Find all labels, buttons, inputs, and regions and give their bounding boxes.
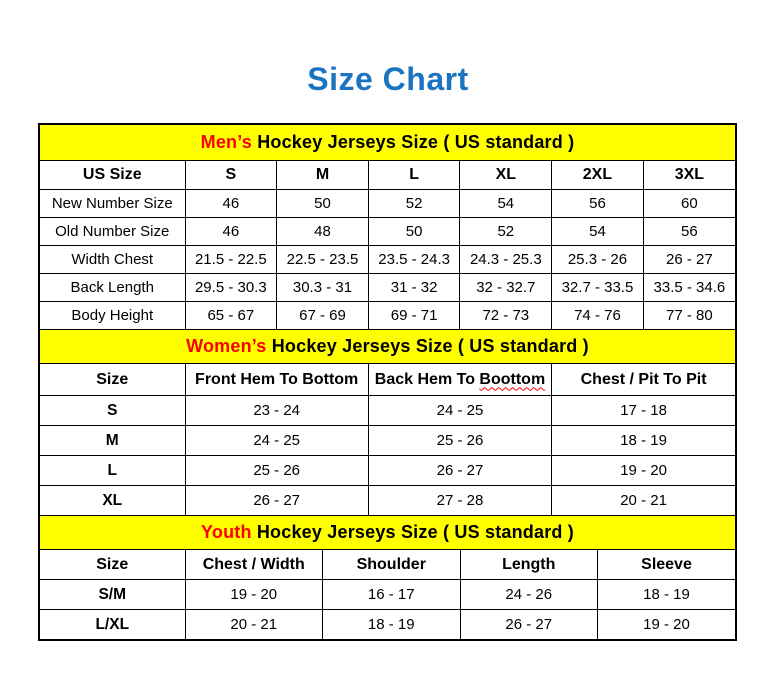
size-value: 19 - 20: [552, 456, 735, 486]
table-row: [40, 456, 735, 486]
column-header: L: [368, 161, 460, 190]
size-value: 22.5 - 23.5: [277, 246, 369, 274]
row-label: Old Number Size: [40, 218, 185, 246]
youth-table: [40, 550, 735, 639]
size-value: 18 - 19: [552, 426, 735, 456]
size-value: 17 - 18: [552, 396, 735, 426]
size-value: 65 - 67: [185, 302, 277, 330]
column-header: XL: [460, 161, 552, 190]
size-value: 33.5 - 34.6: [643, 274, 735, 302]
column-header: Shoulder: [323, 550, 461, 580]
size-value: 25.3 - 26: [552, 246, 644, 274]
column-header: 2XL: [552, 161, 644, 190]
column-header-prefix: Back Hem To: [374, 370, 480, 388]
band-youth-text: Hockey Jerseys Size ( US standard ): [251, 522, 574, 542]
size-value: 56: [552, 190, 644, 218]
table-row: [40, 218, 735, 246]
band-womens-text: Hockey Jerseys Size ( US standard ): [266, 336, 589, 356]
size-value: 69 - 71: [368, 302, 460, 330]
column-header-misspelled: [368, 364, 551, 396]
size-value: 24.3 - 25.3: [460, 246, 552, 274]
size-value: 24 - 25: [368, 396, 551, 426]
size-value: 27 - 28: [368, 486, 551, 516]
table-row: [40, 426, 735, 456]
size-value: 50: [368, 218, 460, 246]
row-label: New Number Size: [40, 190, 185, 218]
mens-header-row: [40, 161, 735, 190]
size-value: 32 - 32.7: [460, 274, 552, 302]
row-label: Width Chest: [40, 246, 185, 274]
size-value: 29.5 - 30.3: [185, 274, 277, 302]
size-value: 23 - 24: [185, 396, 368, 426]
size-value: 19 - 20: [185, 580, 323, 610]
table-row: [40, 486, 735, 516]
misspelled-word: Boottom: [479, 370, 546, 388]
column-header: US Size: [40, 161, 185, 190]
band-youth: [40, 515, 735, 550]
column-header: Chest / Pit To Pit: [552, 364, 735, 396]
band-youth-highlight: Youth: [201, 522, 252, 542]
row-label: Back Length: [40, 274, 185, 302]
row-label: L: [40, 456, 185, 486]
size-value: 54: [552, 218, 644, 246]
mens-table: [40, 161, 735, 329]
table-row: [40, 396, 735, 426]
size-value: 67 - 69: [277, 302, 369, 330]
size-value: 46: [185, 190, 277, 218]
column-header: Chest / Width: [185, 550, 323, 580]
size-value: 26 - 27: [185, 486, 368, 516]
table-row: [40, 580, 735, 610]
size-value: 23.5 - 24.3: [368, 246, 460, 274]
column-header: Sleeve: [598, 550, 736, 580]
size-value: 18 - 19: [323, 610, 461, 640]
size-value: 16 - 17: [323, 580, 461, 610]
page-title: Size Chart: [307, 61, 469, 97]
column-header: M: [277, 161, 369, 190]
size-value: 26 - 27: [643, 246, 735, 274]
size-value: 60: [643, 190, 735, 218]
row-label: L/XL: [40, 610, 185, 640]
size-value: 52: [460, 218, 552, 246]
size-value: 25 - 26: [368, 426, 551, 456]
table-row: [40, 610, 735, 640]
band-womens: [40, 329, 735, 364]
column-header: Length: [460, 550, 598, 580]
table-row: [40, 274, 735, 302]
womens-header-row: [40, 364, 735, 396]
size-value: 25 - 26: [185, 456, 368, 486]
womens-table: [40, 364, 735, 515]
size-value: 26 - 27: [368, 456, 551, 486]
size-value: 46: [185, 218, 277, 246]
size-value: 48: [277, 218, 369, 246]
table-row: [40, 246, 735, 274]
size-value: 52: [368, 190, 460, 218]
column-header: Front Hem To Bottom: [185, 364, 368, 396]
band-mens-text: Hockey Jerseys Size ( US standard ): [252, 132, 575, 152]
row-label: S/M: [40, 580, 185, 610]
band-womens-highlight: Women’s: [186, 336, 267, 356]
column-header: S: [185, 161, 277, 190]
column-header: Size: [40, 550, 185, 580]
size-value: 30.3 - 31: [277, 274, 369, 302]
size-value: 77 - 80: [643, 302, 735, 330]
size-value: 20 - 21: [552, 486, 735, 516]
band-mens-highlight: Men’s: [200, 132, 252, 152]
size-value: 18 - 19: [598, 580, 736, 610]
size-value: 24 - 25: [185, 426, 368, 456]
size-value: 74 - 76: [552, 302, 644, 330]
size-value: 32.7 - 33.5: [552, 274, 644, 302]
size-value: 24 - 26: [460, 580, 598, 610]
size-value: 21.5 - 22.5: [185, 246, 277, 274]
size-value: 72 - 73: [460, 302, 552, 330]
row-label: Body Height: [40, 302, 185, 330]
size-value: 19 - 20: [598, 610, 736, 640]
table-row: [40, 190, 735, 218]
size-value: 54: [460, 190, 552, 218]
size-value: 31 - 32: [368, 274, 460, 302]
size-value: 50: [277, 190, 369, 218]
size-value: 56: [643, 218, 735, 246]
size-value: 26 - 27: [460, 610, 598, 640]
column-header: Size: [40, 364, 185, 396]
size-chart: [38, 123, 737, 641]
band-mens: [40, 125, 735, 161]
size-value: 20 - 21: [185, 610, 323, 640]
table-row: [40, 302, 735, 330]
youth-header-row: [40, 550, 735, 580]
row-label: M: [40, 426, 185, 456]
column-header: 3XL: [643, 161, 735, 190]
row-label: S: [40, 396, 185, 426]
row-label: XL: [40, 486, 185, 516]
